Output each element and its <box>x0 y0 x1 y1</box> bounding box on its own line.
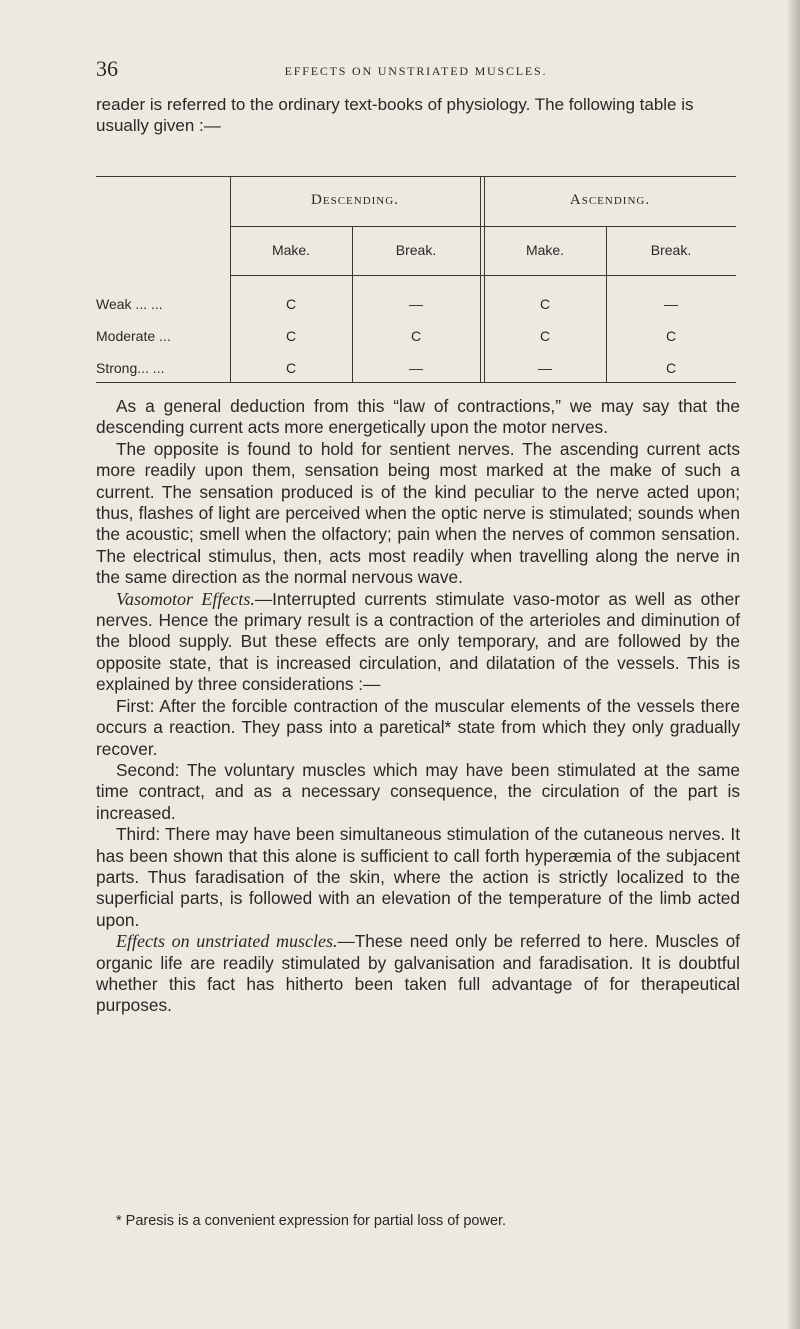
table-cell: C <box>410 328 422 344</box>
table-cell: — <box>538 360 552 376</box>
paragraph: As a general deduction from this “law of contractions,” we may say that the descending current acts more energetically upon the motor nerves. <box>96 396 740 438</box>
section-title-unstriated: Effects on unstriated muscles. <box>116 931 338 952</box>
table-header-rule <box>230 275 736 276</box>
table-top-rule <box>96 176 736 177</box>
table-cell: — <box>409 296 423 312</box>
group-ascending: Ascending. <box>569 192 651 208</box>
paragraph-text: —These need only be referred to here. Muscles of organic life are readily stimulated by galvanisation and faradisation. It is doubtful whether this fact has hitherto been taken full advantage of for therapeutical purposes. <box>96 931 740 1016</box>
table-cell: — <box>664 296 678 312</box>
col-desc-break: Break. <box>395 242 437 258</box>
table-cell: C <box>665 360 677 376</box>
page-edge-shadow <box>786 0 800 1329</box>
col-desc-make: Make. <box>271 242 311 258</box>
paragraph-vasomotor <box>96 589 740 696</box>
paragraph: Second: The voluntary muscles which may have been stimulated at the same time contract, and as a necessary consequence, the circulation of the part is increased. <box>96 759 740 823</box>
page-header <box>96 56 736 84</box>
row-label-weak: Weak ... ... <box>96 296 163 312</box>
table-vline-2 <box>480 176 481 383</box>
running-head: EFFECTS ON UNSTRIATED MUSCLES. <box>284 64 548 78</box>
table-cell: C <box>665 328 677 344</box>
section-title-vasomotor: Vasomotor Effects. <box>116 588 255 609</box>
table-bottom-rule <box>96 382 736 383</box>
body-text <box>96 396 740 1017</box>
col-asc-make: Make. <box>525 242 565 258</box>
row-label-moderate: Moderate ... <box>96 328 171 344</box>
paragraph: Third: There may have been simultaneous stimulation of the cutaneous nerves. It has been shown that this alone is sufficient to call forth hyperæmia of the subjacent parts. Thus faradisation of the skin, where the action is strictly localized to the superficial parts, is followed with an elevation of the temperature of the limb acted upon. <box>96 824 740 930</box>
table-group-rule <box>230 226 736 227</box>
paragraph-text: —Interrupted currents stimulate vaso-motor as well as other nerves. Hence the primary result is a contraction of the arterioles and diminution of the blood supply. But these effects are only temporary, and are followed by the opposite state, that is increased circulation, and dilatation of the vessels. This is explained by three considerations :— <box>96 588 741 695</box>
col-asc-break: Break. <box>650 242 692 258</box>
page-number: 36 <box>96 56 118 81</box>
paragraph: First: After the forcible contraction of the muscular elements of the vessels there occurs a reaction. They pass into a paretical* state from which they only gradually recover. <box>96 695 740 759</box>
paragraph: The opposite is found to hold for sentient nerves. The ascending current acts more readily upon them, sensation being most marked at the make of such a current. The sensation produced is of the kind peculiar to the nerve acted upon; thus, flashes of light are perceived when the optic nerve is stimulated; sounds when the acoustic; smell when the olfactory; pain when the nerves of common sensation. The electrical stimulus, then, acts most readily when travelling along the nerve in the same direction as the normal nervous wave. <box>96 438 740 588</box>
contraction-table <box>96 176 736 386</box>
table-cell: — <box>409 360 423 376</box>
row-label-strong: Strong... ... <box>96 360 165 376</box>
group-descending: Descending. <box>311 192 399 208</box>
intro-text: reader is referred to the ordinary text-books of physiology. The following table is usually given :— <box>96 95 694 135</box>
table-cell: C <box>285 296 297 312</box>
table-cell: C <box>285 328 297 344</box>
footnote: * Paresis is a convenient expression for partial loss of power. <box>116 1213 507 1229</box>
table-cell: C <box>539 328 551 344</box>
table-cell: C <box>539 296 551 312</box>
paragraph-unstriated <box>96 931 740 1017</box>
table-cell: C <box>285 360 297 376</box>
